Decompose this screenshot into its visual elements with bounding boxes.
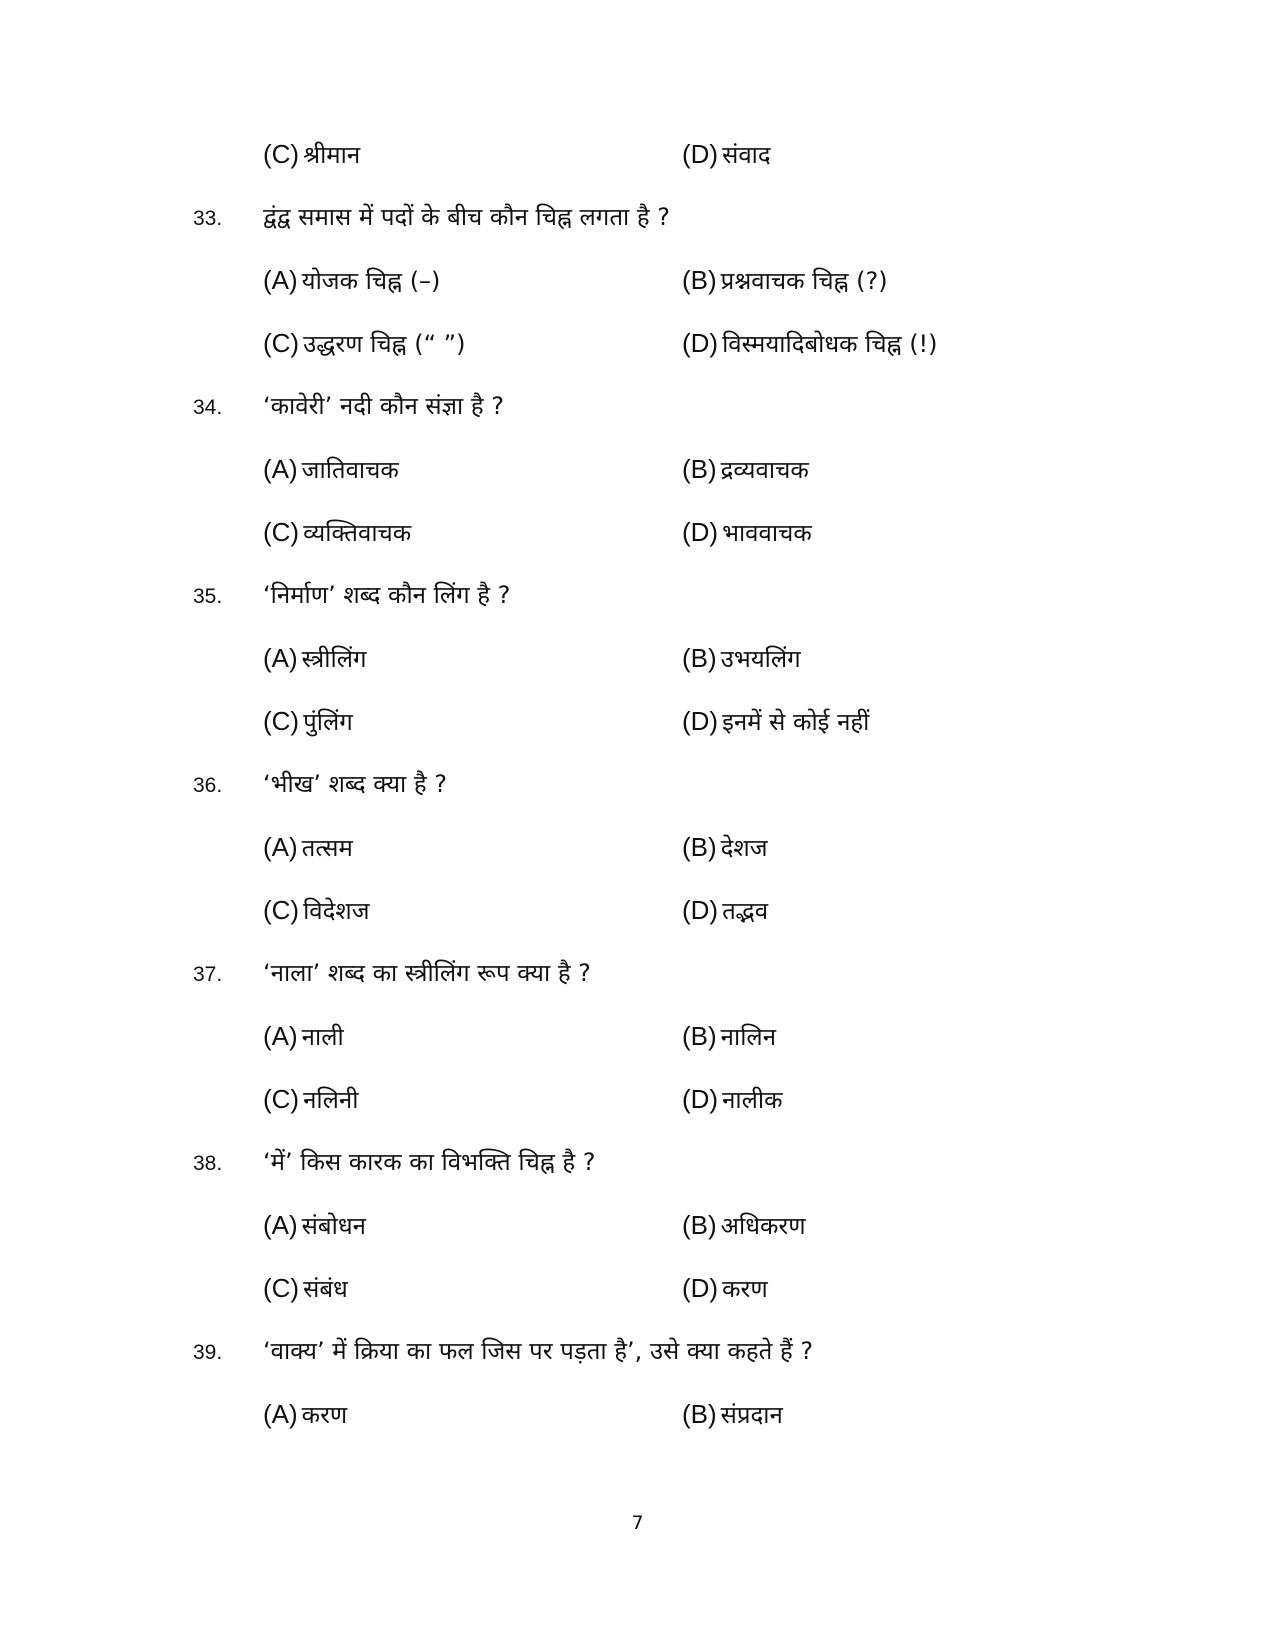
option-row: [0, 1079, 1275, 1119]
option-c: [263, 323, 465, 364]
question-number: 37.: [193, 963, 223, 986]
option-row: [0, 638, 1275, 678]
option-row: [0, 260, 1275, 300]
option-text: करण: [722, 1275, 768, 1303]
option-label: (B): [682, 265, 717, 295]
option-text: इनमें से कोई नहीं: [722, 708, 870, 736]
option-text: नाली: [301, 1023, 344, 1051]
option-text: विदेशज: [303, 897, 370, 925]
option-row: [0, 512, 1275, 552]
option-text: तद्भव: [722, 897, 769, 925]
option-row: [0, 827, 1275, 867]
option-text: अधिकरण: [720, 1212, 806, 1240]
option-a: [263, 449, 399, 490]
option-label: (D): [682, 328, 719, 358]
option-label: (B): [682, 1210, 717, 1240]
question-text: ‘भीख’ शब्द क्या है ?: [263, 770, 448, 798]
option-row: [0, 701, 1275, 741]
question-text: ‘कावेरी’ नदी कौन संज्ञा है ?: [263, 392, 504, 420]
option-c: [263, 1268, 348, 1309]
option-c: [263, 134, 360, 175]
option-row: [0, 1268, 1275, 1308]
option-text: देशज: [720, 834, 768, 862]
option-row: [0, 890, 1275, 930]
page-number: 7: [631, 1512, 644, 1534]
question-text: ‘निर्माण’ शब्द कौन लिंग है ?: [263, 581, 511, 609]
option-text: नालीक: [722, 1086, 783, 1114]
option-b: [682, 1394, 783, 1435]
option-text: उद्धरण चिह्न (“ ”): [303, 330, 466, 358]
option-text: प्रश्नवाचक चिह्न (?): [720, 267, 888, 295]
option-label: (C): [263, 328, 300, 358]
option-text: पुंलिंग: [303, 708, 353, 736]
option-text: संवाद: [722, 141, 771, 169]
option-row: [0, 1394, 1275, 1434]
option-label: (B): [682, 454, 717, 484]
question-38: [0, 1142, 1275, 1182]
option-label: (A): [263, 265, 298, 295]
option-d: [682, 512, 812, 553]
question-number: 33.: [193, 207, 223, 230]
option-a: [263, 260, 440, 301]
option-text: स्त्रीलिंग: [301, 645, 367, 673]
option-text: नलिनी: [303, 1086, 359, 1114]
option-text: करण: [301, 1401, 348, 1429]
option-row: [0, 323, 1275, 363]
option-label: (D): [682, 517, 719, 547]
question-37: [0, 953, 1275, 993]
option-c: [263, 1079, 358, 1120]
question-text: ‘वाक्य’ में क्रिया का फल जिस पर पड़ता है’, उसे क्या कहते हैं ?: [263, 1337, 814, 1365]
option-c: [263, 701, 353, 742]
question-number: 36.: [193, 774, 223, 797]
option-label: (C): [263, 517, 300, 547]
option-text: उभयलिंग: [720, 645, 801, 673]
option-label: (C): [263, 895, 300, 925]
option-a: [263, 638, 366, 679]
option-b: [682, 638, 801, 679]
option-label: (B): [682, 643, 717, 673]
option-b: [682, 449, 809, 490]
question-36: [0, 764, 1275, 804]
question-text: ‘नाला’ शब्द का स्त्रीलिंग रूप क्या है ?: [263, 959, 591, 987]
option-label: (B): [682, 1399, 717, 1429]
option-text: जातिवाचक: [301, 456, 399, 484]
option-d: [682, 1268, 768, 1309]
option-text: संप्रदान: [720, 1401, 783, 1429]
option-text: योजक चिह्न (–): [301, 267, 441, 295]
option-text: श्रीमान: [303, 141, 361, 169]
option-a: [263, 1205, 366, 1246]
option-d: [682, 890, 768, 931]
option-label: (B): [682, 1021, 717, 1051]
option-label: (C): [263, 1084, 300, 1114]
question-39: [0, 1331, 1275, 1371]
option-text: विस्मयादिबोधक चिह्न (!): [722, 330, 938, 358]
option-row: [0, 1205, 1275, 1245]
option-label: (C): [263, 139, 300, 169]
option-text: नालिन: [720, 1023, 777, 1051]
option-text: संबंध: [303, 1275, 348, 1303]
option-text: तत्सम: [301, 834, 353, 862]
option-label: (A): [263, 1021, 298, 1051]
option-b: [682, 1016, 776, 1057]
option-label: (D): [682, 706, 719, 736]
option-label: (C): [263, 706, 300, 736]
option-label: (A): [263, 643, 298, 673]
option-d: [682, 701, 869, 742]
option-label: (D): [682, 139, 719, 169]
option-a: [263, 1016, 344, 1057]
option-label: (A): [263, 1210, 298, 1240]
question-34: [0, 386, 1275, 426]
option-d: [682, 1079, 783, 1120]
question-text: द्वंद्व समास में पदों के बीच कौन चिह्न लगता है ?: [263, 203, 670, 231]
option-row: [0, 134, 1275, 174]
option-a: [263, 827, 353, 868]
question-35: [0, 575, 1275, 615]
option-d: [682, 323, 938, 364]
option-c: [263, 512, 411, 553]
option-b: [682, 1205, 806, 1246]
option-b: [682, 827, 768, 868]
question-number: 39.: [193, 1341, 223, 1364]
option-text: द्रव्यवाचक: [720, 456, 809, 484]
option-c: [263, 890, 370, 931]
option-label: (A): [263, 1399, 298, 1429]
option-text: संबोधन: [301, 1212, 366, 1240]
option-text: व्यक्तिवाचक: [303, 519, 412, 547]
option-row: [0, 1016, 1275, 1056]
question-number: 38.: [193, 1152, 223, 1175]
question-number: 34.: [193, 396, 223, 419]
question-33: [0, 197, 1275, 237]
option-label: (D): [682, 1084, 719, 1114]
question-text: ‘में’ किस कारक का विभक्ति चिह्न है ?: [263, 1148, 596, 1176]
option-label: (C): [263, 1273, 300, 1303]
option-label: (D): [682, 1273, 719, 1303]
option-d: [682, 134, 771, 175]
option-b: [682, 260, 888, 301]
option-label: (D): [682, 895, 719, 925]
option-row: [0, 449, 1275, 489]
option-a: [263, 1394, 347, 1435]
option-label: (B): [682, 832, 717, 862]
question-number: 35.: [193, 585, 223, 608]
option-label: (A): [263, 832, 298, 862]
option-text: भाववाचक: [722, 519, 812, 547]
option-label: (A): [263, 454, 298, 484]
